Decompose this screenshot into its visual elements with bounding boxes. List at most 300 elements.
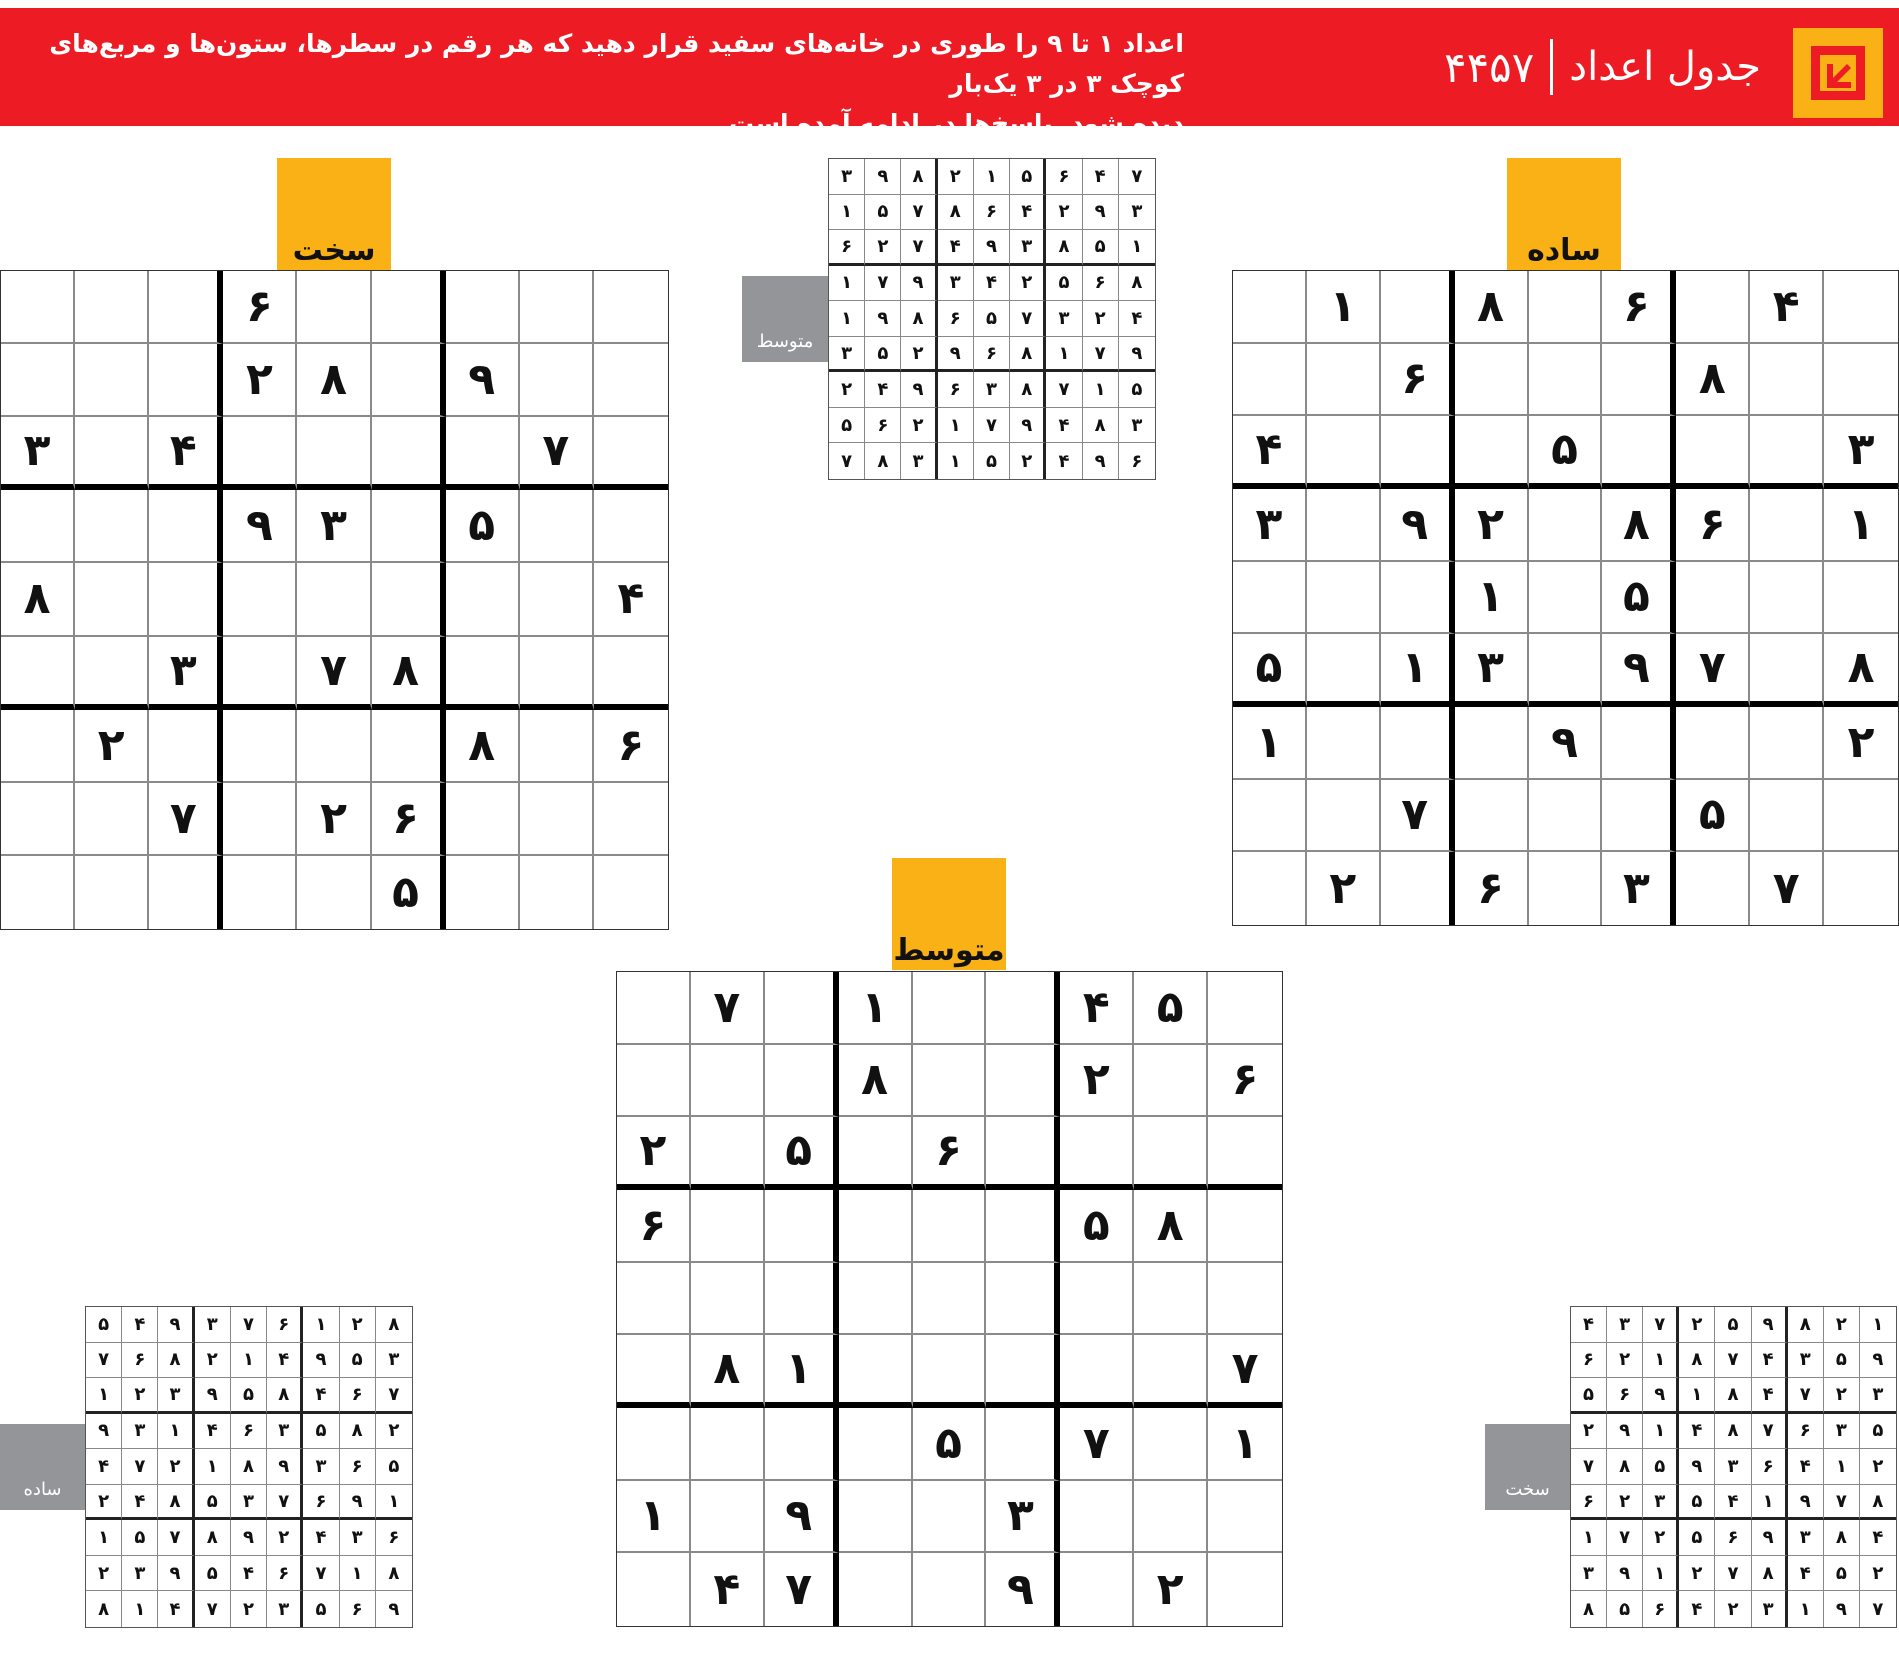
answer-cell: ۲ xyxy=(938,159,974,195)
sudoku-cell[interactable] xyxy=(594,271,668,344)
answer-cell: ۲ xyxy=(86,1485,122,1521)
sudoku-cell[interactable] xyxy=(913,972,987,1045)
sudoku-cell[interactable] xyxy=(1,710,75,783)
sudoku-cell[interactable] xyxy=(149,271,223,344)
answer-cell: ۷ xyxy=(901,195,937,231)
sudoku-cell[interactable] xyxy=(1381,271,1455,344)
answer-cell: ۶ xyxy=(1046,159,1082,195)
sudoku-cell[interactable] xyxy=(446,563,520,636)
sudoku-cell[interactable] xyxy=(1307,344,1381,417)
easy-puzzle-tag xyxy=(1507,158,1621,270)
sudoku-cell[interactable] xyxy=(297,271,371,344)
sudoku-cell[interactable] xyxy=(520,563,594,636)
sudoku-cell[interactable] xyxy=(149,710,223,783)
sudoku-cell[interactable] xyxy=(75,856,149,929)
answer-cell: ۱ xyxy=(376,1485,412,1521)
sudoku-cell: ۸ xyxy=(1824,634,1898,707)
answer-cell: ۳ xyxy=(901,443,937,479)
answer-cell: ۷ xyxy=(1872,1598,1884,1620)
sudoku-cell[interactable] xyxy=(1529,271,1603,344)
sudoku-cell[interactable] xyxy=(1060,1263,1134,1336)
answer-cell: ۷ xyxy=(376,1378,412,1414)
sudoku-cell[interactable] xyxy=(1381,416,1455,489)
answer-cell: ۲ xyxy=(901,408,937,444)
sudoku-cell: ۱ xyxy=(1824,489,1898,562)
answer-cell: ۵ xyxy=(195,1556,231,1592)
answer-cell: ۱ xyxy=(1046,337,1082,373)
sudoku-cell[interactable] xyxy=(1750,780,1824,853)
sudoku-cell[interactable] xyxy=(446,856,520,929)
answer-cell: ۱ xyxy=(1571,1520,1607,1556)
answer-cell: ۱ xyxy=(829,195,865,231)
sudoku-cell[interactable] xyxy=(765,972,839,1045)
sudoku-cell: ۶ xyxy=(223,271,297,344)
sudoku-cell[interactable] xyxy=(839,1553,913,1626)
sudoku-cell[interactable] xyxy=(75,490,149,563)
answer-cell: ۷ xyxy=(1083,337,1119,373)
sudoku-cell[interactable] xyxy=(839,1263,913,1336)
sudoku-cell[interactable] xyxy=(1750,344,1824,417)
sudoku-cell[interactable] xyxy=(1307,634,1381,707)
sudoku-cell[interactable] xyxy=(372,490,446,563)
sudoku-cell[interactable] xyxy=(75,417,149,490)
answer-cell: ۸ xyxy=(1010,337,1046,373)
answer-cell: ۶ xyxy=(1571,1485,1607,1521)
answer-cell: ۲ xyxy=(1607,1485,1643,1521)
answer-cell: ۹ xyxy=(195,1378,231,1414)
sudoku-cell[interactable] xyxy=(223,856,297,929)
answer-cell: ۳ xyxy=(1571,1556,1607,1592)
sudoku-cell[interactable] xyxy=(913,1481,987,1554)
sudoku-cell[interactable] xyxy=(913,1190,987,1263)
sudoku-cell[interactable] xyxy=(372,563,446,636)
logo-box xyxy=(1793,28,1883,118)
sudoku-cell[interactable] xyxy=(1134,1408,1208,1481)
answer-cell: ۷ xyxy=(974,408,1010,444)
sudoku-cell[interactable] xyxy=(149,344,223,417)
sudoku-cell: ۲ xyxy=(1307,852,1381,925)
sudoku-cell: ۷ xyxy=(1676,634,1750,707)
sudoku-cell[interactable] xyxy=(223,637,297,710)
sudoku-cell[interactable] xyxy=(1676,707,1750,780)
answer-cell: ۵ xyxy=(376,1449,412,1485)
sudoku-cell[interactable] xyxy=(297,856,371,929)
answer-cell: ۴ xyxy=(303,1520,339,1556)
sudoku-cell[interactable] xyxy=(1134,1117,1208,1190)
easy-answer-tag xyxy=(0,1424,85,1510)
sudoku-cell: ۱ xyxy=(1233,707,1307,780)
sudoku-cell[interactable] xyxy=(372,417,446,490)
sudoku-cell[interactable] xyxy=(223,783,297,856)
sudoku-cell[interactable] xyxy=(594,417,668,490)
sudoku-cell[interactable] xyxy=(297,710,371,783)
sudoku-cell[interactable] xyxy=(1455,780,1529,853)
answer-cell: ۸ xyxy=(1824,1520,1860,1556)
answer-cell: ۵ xyxy=(1679,1520,1715,1556)
sudoku-cell[interactable] xyxy=(372,710,446,783)
sudoku-cell[interactable] xyxy=(1134,1263,1208,1336)
sudoku-cell[interactable] xyxy=(1307,707,1381,780)
sudoku-cell[interactable] xyxy=(1208,1553,1282,1626)
sudoku-cell[interactable] xyxy=(594,637,668,710)
answer-cell: ۵ xyxy=(231,1378,267,1414)
sudoku-cell: ۶ xyxy=(617,1190,691,1263)
sudoku-cell[interactable] xyxy=(1,271,75,344)
instructions-line-2: دیده شود. پاسخ‌ها در ادامه آمده است. xyxy=(719,109,1184,138)
sudoku-cell[interactable] xyxy=(1,856,75,929)
answer-cell: ۸ xyxy=(376,1307,412,1343)
sudoku-cell[interactable] xyxy=(1307,780,1381,853)
sudoku-cell[interactable] xyxy=(1134,1481,1208,1554)
sudoku-cell: ۸ xyxy=(1134,1190,1208,1263)
answer-cell: ۵ xyxy=(195,1485,231,1521)
sudoku-cell: ۵ xyxy=(765,1117,839,1190)
answer-cell: ۵ xyxy=(1643,1449,1679,1485)
answer-cell: ۳ xyxy=(1119,408,1155,444)
sudoku-cell[interactable] xyxy=(1381,852,1455,925)
sudoku-cell[interactable] xyxy=(594,856,668,929)
answer-cell: ۲ xyxy=(1715,1591,1751,1627)
sudoku-cell[interactable] xyxy=(1602,780,1676,853)
sudoku-cell: ۴ xyxy=(1750,271,1824,344)
answer-cell: ۷ xyxy=(1010,301,1046,337)
sudoku-cell[interactable] xyxy=(1750,634,1824,707)
answer-cell: ۹ xyxy=(267,1449,303,1485)
answer-cell: ۹ xyxy=(1083,195,1119,231)
sudoku-cell[interactable] xyxy=(1750,707,1824,780)
answer-cell: ۹ xyxy=(901,372,937,408)
sudoku-cell[interactable] xyxy=(617,1408,691,1481)
answer-cell: ۴ xyxy=(1860,1520,1896,1556)
sudoku-cell[interactable] xyxy=(1233,271,1307,344)
sudoku-cell[interactable] xyxy=(1824,562,1898,635)
sudoku-cell[interactable] xyxy=(1602,344,1676,417)
sudoku-cell[interactable] xyxy=(691,1408,765,1481)
answer-cell: ۸ xyxy=(86,1591,122,1627)
sudoku-cell[interactable] xyxy=(1529,489,1603,562)
answer-cell: ۲ xyxy=(1860,1449,1896,1485)
sudoku-cell[interactable] xyxy=(1208,1117,1282,1190)
sudoku-cell[interactable] xyxy=(1824,344,1898,417)
sudoku-cell[interactable] xyxy=(765,1045,839,1118)
answer-cell: ۲ xyxy=(1010,443,1046,479)
sudoku-cell[interactable] xyxy=(1676,852,1750,925)
answer-cell: ۹ xyxy=(1752,1307,1788,1343)
sudoku-cell[interactable] xyxy=(1824,852,1898,925)
sudoku-cell[interactable] xyxy=(1381,562,1455,635)
sudoku-cell[interactable] xyxy=(1208,1263,1282,1336)
sudoku-cell[interactable] xyxy=(913,1045,987,1118)
sudoku-cell[interactable] xyxy=(986,1263,1060,1336)
answer-cell: ۸ xyxy=(1860,1485,1896,1521)
answer-cell: ۸ xyxy=(231,1449,267,1485)
sudoku-cell[interactable] xyxy=(75,271,149,344)
sudoku-cell[interactable] xyxy=(1381,707,1455,780)
sudoku-cell[interactable] xyxy=(1529,634,1603,707)
sudoku-cell[interactable] xyxy=(1750,489,1824,562)
sudoku-cell[interactable] xyxy=(594,490,668,563)
sudoku-cell[interactable] xyxy=(1455,416,1529,489)
sudoku-cell[interactable] xyxy=(1676,416,1750,489)
sudoku-cell[interactable] xyxy=(839,1335,913,1408)
sudoku-cell[interactable] xyxy=(913,1553,987,1626)
sudoku-cell[interactable] xyxy=(446,637,520,710)
answer-cell: ۲ xyxy=(1046,195,1082,231)
sudoku-cell[interactable] xyxy=(149,856,223,929)
sudoku-cell: ۹ xyxy=(765,1481,839,1554)
sudoku-cell: ۲ xyxy=(75,710,149,783)
answer-cell: ۱ xyxy=(829,301,865,337)
answer-cell: ۳ xyxy=(303,1449,339,1485)
sudoku-cell[interactable] xyxy=(765,1263,839,1336)
sudoku-cell[interactable] xyxy=(1529,562,1603,635)
sudoku-cell[interactable] xyxy=(913,1335,987,1408)
sudoku-cell[interactable] xyxy=(1602,416,1676,489)
sudoku-cell[interactable] xyxy=(1750,562,1824,635)
sudoku-cell[interactable] xyxy=(617,1045,691,1118)
sudoku-cell[interactable] xyxy=(223,563,297,636)
sudoku-cell[interactable] xyxy=(1455,707,1529,780)
sudoku-cell[interactable] xyxy=(520,783,594,856)
sudoku-cell[interactable] xyxy=(75,783,149,856)
answer-cell: ۱ xyxy=(1643,1556,1679,1592)
sudoku-cell[interactable] xyxy=(1134,1335,1208,1408)
answer-cell: ۹ xyxy=(1752,1520,1788,1556)
sudoku-cell: ۴ xyxy=(594,563,668,636)
answer-cell: ۷ xyxy=(1571,1449,1607,1485)
sudoku-cell: ۲ xyxy=(1060,1045,1134,1118)
answer-cell: ۳ xyxy=(1788,1343,1824,1379)
answer-cell: ۲ xyxy=(1643,1520,1679,1556)
answer-cell: ۴ xyxy=(1679,1591,1715,1627)
sudoku-cell[interactable] xyxy=(1233,344,1307,417)
answer-cell: ۱ xyxy=(340,1556,376,1592)
sudoku-cell[interactable] xyxy=(1,490,75,563)
answer-cell: ۲ xyxy=(195,1343,231,1379)
sudoku-cell[interactable] xyxy=(1134,1045,1208,1118)
sudoku-cell[interactable] xyxy=(617,1335,691,1408)
answer-cell: ۳ xyxy=(267,1591,303,1627)
hard-puzzle-grid xyxy=(0,270,669,930)
header-bar xyxy=(0,8,1899,138)
sudoku-cell[interactable] xyxy=(149,490,223,563)
answer-cell: ۶ xyxy=(1607,1378,1643,1414)
sudoku-cell[interactable] xyxy=(1060,1117,1134,1190)
sudoku-cell[interactable] xyxy=(520,490,594,563)
sudoku-cell[interactable] xyxy=(594,783,668,856)
sudoku-cell: ۸ xyxy=(1676,344,1750,417)
sudoku-cell[interactable] xyxy=(691,1481,765,1554)
answer-cell: ۴ xyxy=(231,1556,267,1592)
answer-cell: ۶ xyxy=(122,1343,158,1379)
answer-cell: ۸ xyxy=(1046,230,1082,266)
sudoku-cell[interactable] xyxy=(1676,562,1750,635)
answer-cell: ۴ xyxy=(267,1343,303,1379)
sudoku-cell[interactable] xyxy=(1060,1553,1134,1626)
sudoku-cell[interactable] xyxy=(986,1335,1060,1408)
sudoku-cell[interactable] xyxy=(691,1263,765,1336)
brand-title: جدول اعداد xyxy=(1569,44,1761,90)
sudoku-cell[interactable] xyxy=(839,1117,913,1190)
answer-cell: ۳ xyxy=(829,337,865,373)
answer-cell: ۸ xyxy=(1752,1556,1788,1592)
answer-cell: ۲ xyxy=(901,337,937,373)
sudoku-cell[interactable] xyxy=(839,1190,913,1263)
sudoku-cell[interactable] xyxy=(1307,416,1381,489)
answer-cell: ۵ xyxy=(340,1343,376,1379)
medium-answer-tag xyxy=(742,276,828,362)
sudoku-cell[interactable] xyxy=(75,563,149,636)
answer-cell: ۲ xyxy=(158,1449,194,1485)
sudoku-cell[interactable] xyxy=(1307,489,1381,562)
answer-cell: ۱ xyxy=(1643,1414,1679,1450)
sudoku-cell[interactable] xyxy=(1,783,75,856)
sudoku-cell: ۹ xyxy=(1381,489,1455,562)
sudoku-cell[interactable] xyxy=(1208,1481,1282,1554)
sudoku-cell[interactable] xyxy=(1602,707,1676,780)
sudoku-cell[interactable] xyxy=(446,783,520,856)
answer-cell: ۴ xyxy=(1571,1307,1607,1343)
sudoku-cell[interactable] xyxy=(691,1117,765,1190)
answer-cell: ۲ xyxy=(1824,1378,1860,1414)
answer-cell: ۲ xyxy=(865,230,901,266)
sudoku-cell: ۵ xyxy=(1060,1190,1134,1263)
answer-cell: ۴ xyxy=(86,1449,122,1485)
sudoku-cell[interactable] xyxy=(1060,1335,1134,1408)
answer-cell: ۸ xyxy=(267,1378,303,1414)
answer-cell: ۳ xyxy=(1643,1485,1679,1521)
sudoku-cell[interactable] xyxy=(1208,1190,1282,1263)
sudoku-cell: ۶ xyxy=(1602,271,1676,344)
sudoku-cell[interactable] xyxy=(986,972,1060,1045)
sudoku-cell[interactable] xyxy=(297,563,371,636)
answer-cell: ۱ xyxy=(158,1414,194,1450)
sudoku-cell[interactable] xyxy=(372,271,446,344)
sudoku-cell[interactable] xyxy=(986,1045,1060,1118)
sudoku-cell: ۶ xyxy=(913,1117,987,1190)
sudoku-cell[interactable] xyxy=(1750,416,1824,489)
sudoku-cell[interactable] xyxy=(986,1117,1060,1190)
sudoku-cell[interactable] xyxy=(913,1263,987,1336)
sudoku-cell[interactable] xyxy=(839,1481,913,1554)
sudoku-cell[interactable] xyxy=(691,1190,765,1263)
sudoku-cell[interactable] xyxy=(520,856,594,929)
answer-cell: ۶ xyxy=(1643,1591,1679,1627)
sudoku-cell[interactable] xyxy=(1824,780,1898,853)
answer-cell: ۷ xyxy=(122,1449,158,1485)
sudoku-cell[interactable] xyxy=(223,417,297,490)
sudoku-cell[interactable] xyxy=(223,710,297,783)
answer-cell: ۷ xyxy=(1643,1307,1679,1343)
answer-cell: ۷ xyxy=(1788,1378,1824,1414)
sudoku-cell[interactable] xyxy=(839,1408,913,1481)
sudoku-cell[interactable] xyxy=(594,344,668,417)
sudoku-cell[interactable] xyxy=(617,1553,691,1626)
sudoku-cell[interactable] xyxy=(372,344,446,417)
sudoku-cell[interactable] xyxy=(986,1408,1060,1481)
sudoku-cell: ۸ xyxy=(372,637,446,710)
answer-cell: ۸ xyxy=(1571,1591,1607,1627)
answer-cell: ۳ xyxy=(1860,1378,1896,1414)
sudoku-cell[interactable] xyxy=(1233,562,1307,635)
answer-cell: ۷ xyxy=(865,266,901,302)
sudoku-cell[interactable] xyxy=(75,637,149,710)
answer-cell: ۲ xyxy=(231,1591,267,1627)
sudoku-cell[interactable] xyxy=(75,344,149,417)
sudoku-cell[interactable] xyxy=(520,271,594,344)
sudoku-cell[interactable] xyxy=(765,1408,839,1481)
sudoku-cell[interactable] xyxy=(1529,780,1603,853)
sudoku-cell: ۲ xyxy=(297,783,371,856)
sudoku-cell[interactable] xyxy=(1,637,75,710)
answer-cell: ۹ xyxy=(231,1520,267,1556)
sudoku-cell[interactable] xyxy=(297,417,371,490)
sudoku-cell: ۳ xyxy=(1455,634,1529,707)
answer-cell: ۱ xyxy=(86,1378,122,1414)
sudoku-cell[interactable] xyxy=(617,972,691,1045)
sudoku-cell[interactable] xyxy=(446,271,520,344)
sudoku-cell[interactable] xyxy=(1060,1481,1134,1554)
sudoku-cell[interactable] xyxy=(1,344,75,417)
sudoku-cell: ۲ xyxy=(223,344,297,417)
answer-cell: ۷ xyxy=(1607,1520,1643,1556)
sudoku-cell: ۱ xyxy=(839,972,913,1045)
sudoku-cell[interactable] xyxy=(1233,780,1307,853)
sudoku-cell[interactable] xyxy=(1676,271,1750,344)
sudoku-cell[interactable] xyxy=(617,1263,691,1336)
answer-cell: ۵ xyxy=(1715,1307,1751,1343)
sudoku-cell[interactable] xyxy=(1233,852,1307,925)
sudoku-cell[interactable] xyxy=(149,563,223,636)
answer-cell: ۱ xyxy=(1083,372,1119,408)
answer-cell: ۳ xyxy=(1046,301,1082,337)
easy-answer-grid xyxy=(85,1306,413,1628)
sudoku-cell[interactable] xyxy=(986,1190,1060,1263)
sudoku-cell: ۵ xyxy=(913,1408,987,1481)
hard-answer-grid xyxy=(1570,1306,1897,1628)
sudoku-cell[interactable] xyxy=(1824,271,1898,344)
sudoku-cell[interactable] xyxy=(446,417,520,490)
medium-puzzle-grid xyxy=(616,971,1283,1627)
sudoku-cell[interactable] xyxy=(520,344,594,417)
sudoku-cell: ۳ xyxy=(1824,416,1898,489)
answer-cell: ۴ xyxy=(1046,408,1082,444)
sudoku-cell: ۵ xyxy=(446,490,520,563)
sudoku-cell: ۷ xyxy=(297,637,371,710)
answer-cell: ۵ xyxy=(1119,372,1155,408)
easy-answer-label: ساده xyxy=(23,1479,62,1500)
sudoku-cell[interactable] xyxy=(691,1045,765,1118)
sudoku-cell: ۲ xyxy=(1455,489,1529,562)
answer-cell: ۲ xyxy=(1083,301,1119,337)
answer-cell: ۸ xyxy=(938,195,974,231)
sudoku-cell[interactable] xyxy=(1307,562,1381,635)
answer-cell: ۱ xyxy=(1824,1449,1860,1485)
sudoku-cell: ۳ xyxy=(1602,852,1676,925)
sudoku-cell[interactable] xyxy=(1529,344,1603,417)
sudoku-cell: ۱ xyxy=(1307,271,1381,344)
sudoku-cell[interactable] xyxy=(1529,852,1603,925)
answer-cell: ۶ xyxy=(1131,450,1143,472)
answer-cell: ۴ xyxy=(1788,1556,1824,1592)
sudoku-cell[interactable] xyxy=(765,1190,839,1263)
sudoku-cell[interactable] xyxy=(520,637,594,710)
sudoku-cell[interactable] xyxy=(1208,972,1282,1045)
sudoku-cell[interactable] xyxy=(1455,344,1529,417)
answer-cell: ۷ xyxy=(1752,1414,1788,1450)
sudoku-cell[interactable] xyxy=(520,710,594,783)
answer-cell: ۳ xyxy=(938,266,974,302)
